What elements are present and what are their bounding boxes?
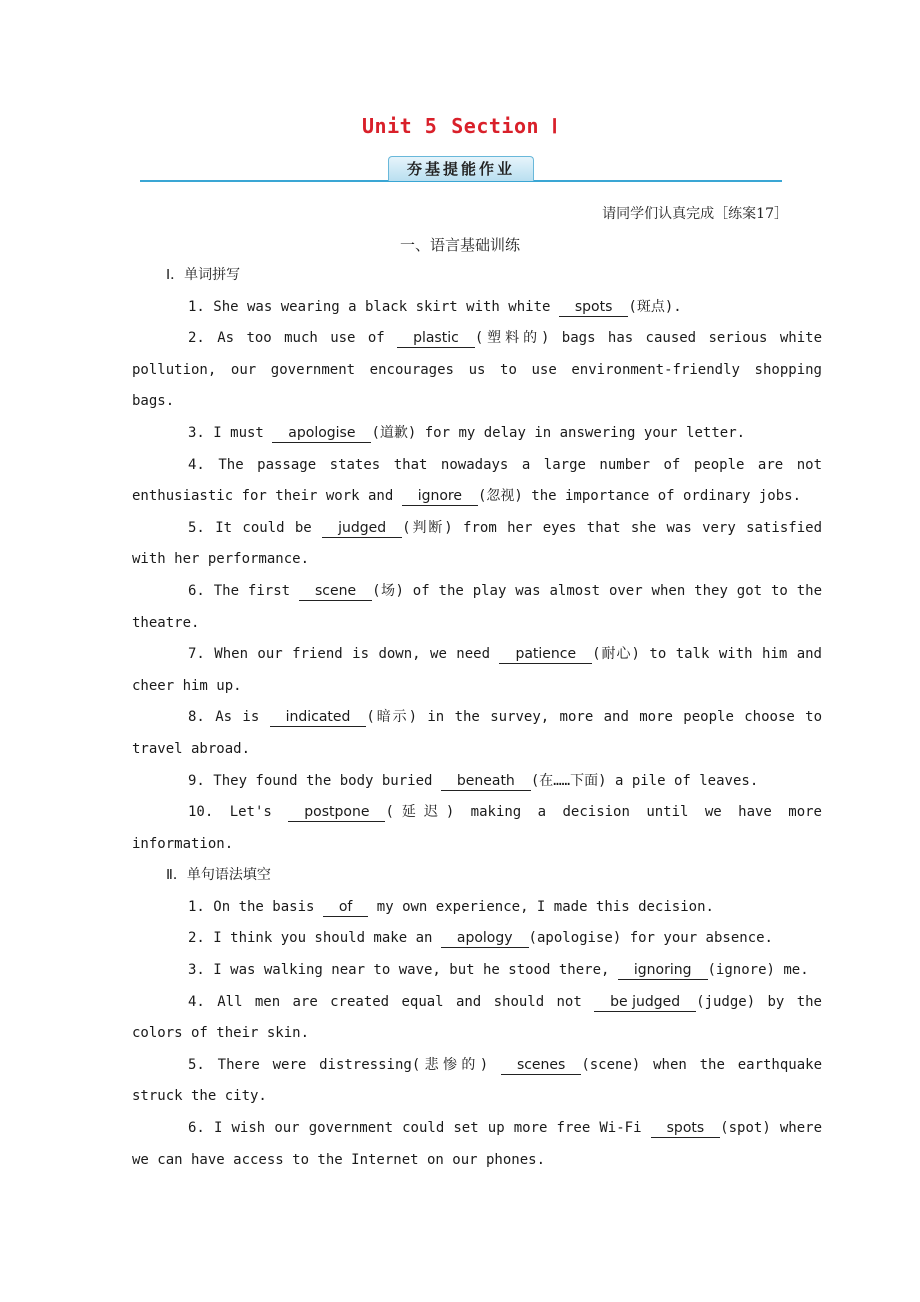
question-hint: my own experience, I made this decision. [368,898,714,915]
answer-blank: beneath [441,772,531,791]
question-text: 1. On the basis [188,898,323,915]
question-hint: (在……下面) a pile of leaves. [530,772,759,789]
answer-blank: judged [322,519,402,538]
title-unit: Unit 5 [362,114,438,138]
question-item [132,766,822,798]
answer-blank: patience [499,645,592,664]
question-hint: (忽视) the importance of ordinary jobs. [478,488,802,505]
question-item [132,513,822,576]
question-hint: (判断) from her eyes that she was very satisfied with her performance. [132,519,822,568]
answer-blank: be judged [594,993,696,1012]
answer-blank: spots [559,298,629,317]
question-hint: (judge) by the colors of their skin. [132,993,822,1042]
answer-blank: scenes [501,1056,581,1075]
question-item [132,1050,822,1113]
question-item [132,987,822,1050]
question-text: 5. It could be [188,519,323,536]
answer-blank: apologise [272,424,371,443]
exercise-content [132,260,822,1176]
question-text: 9. They found the body buried [188,772,441,789]
question-text: 10. Let's [188,804,289,821]
question-text: 6. The first [188,582,299,599]
question-text: 6. I wish our government could set up more free Wi-Fi [188,1120,651,1137]
question-hint: (塑料的) bags has caused serious white pollution, our government encourages us to use environment-friendly shopping bags. [132,330,822,410]
title-section: Section Ⅰ [451,114,558,138]
question-hint: (延迟) making a decision until we have more information. [132,804,822,852]
question-item [132,323,822,418]
question-item [132,702,822,765]
answer-blank: apology [441,929,529,948]
answer-blank: indicated [270,708,367,727]
answer-blank: scene [299,582,372,601]
question-hint: (暗示) in the survey, more and more people choose to travel abroad. [132,709,822,757]
question-text: 1. She was wearing a black skirt with white [188,298,559,315]
question-text: 2. As too much use of [188,330,398,347]
answer-blank: ignoring [618,961,708,980]
question-text: 7. When our friend is down, we need [188,646,500,663]
part1-list [132,292,822,861]
question-text: 3. I was walking near to wave, but he stood there, [188,962,618,979]
question-item [132,892,822,924]
question-item [132,797,822,860]
question-hint: (spot) where we can have access to the Internet on our phones. [132,1120,822,1168]
question-hint: (耐心) to talk with him and cheer him up. [132,646,822,694]
page-title [0,114,920,138]
answer-blank: spots [651,1119,721,1138]
question-text: 8. As is [188,709,270,726]
answer-blank: plastic [397,329,475,348]
answer-blank: ignore [402,487,478,506]
question-text: 3. I must [188,424,273,441]
answer-blank: postpone [288,803,385,822]
banner-header [140,156,782,186]
question-text: 4. The passage states that nowadays a large number of people are not enthusiastic for their work and [132,456,822,505]
part2-heading: Ⅱ．单句语法填空 [166,867,271,884]
question-text: 4. All men are created equal and should not [188,993,595,1010]
question-hint: (apologise) for your absence. [528,930,773,947]
banner-label: 夯基提能作业 [388,156,534,181]
question-hint: (ignore) me. [707,962,809,979]
question-text: 2. I think you should make an [188,930,441,947]
question-item [132,418,822,450]
question-item [132,1113,822,1176]
question-item [132,923,822,955]
question-item [132,576,822,639]
question-item [132,639,822,702]
question-item [132,450,822,513]
part1-heading: Ⅰ．单词拼写 [166,267,241,283]
answer-blank: of [323,898,369,917]
question-text: 5. There were distressing(悲惨的) [188,1056,501,1073]
question-item [132,955,822,987]
question-hint: (scene) when the earthquake struck the city. [132,1056,822,1105]
question-hint: (斑点). [628,298,682,315]
main-heading: 一、语言基础训练 [399,236,520,254]
question-hint: (场) of the play was almost over when they got to the theatre. [132,582,822,631]
part2-list [132,892,822,1176]
exercise-note: 请同学们认真完成［练案17］ [602,206,788,222]
question-item [132,292,822,324]
question-hint: (道歉) for my delay in answering your letter. [371,424,746,441]
